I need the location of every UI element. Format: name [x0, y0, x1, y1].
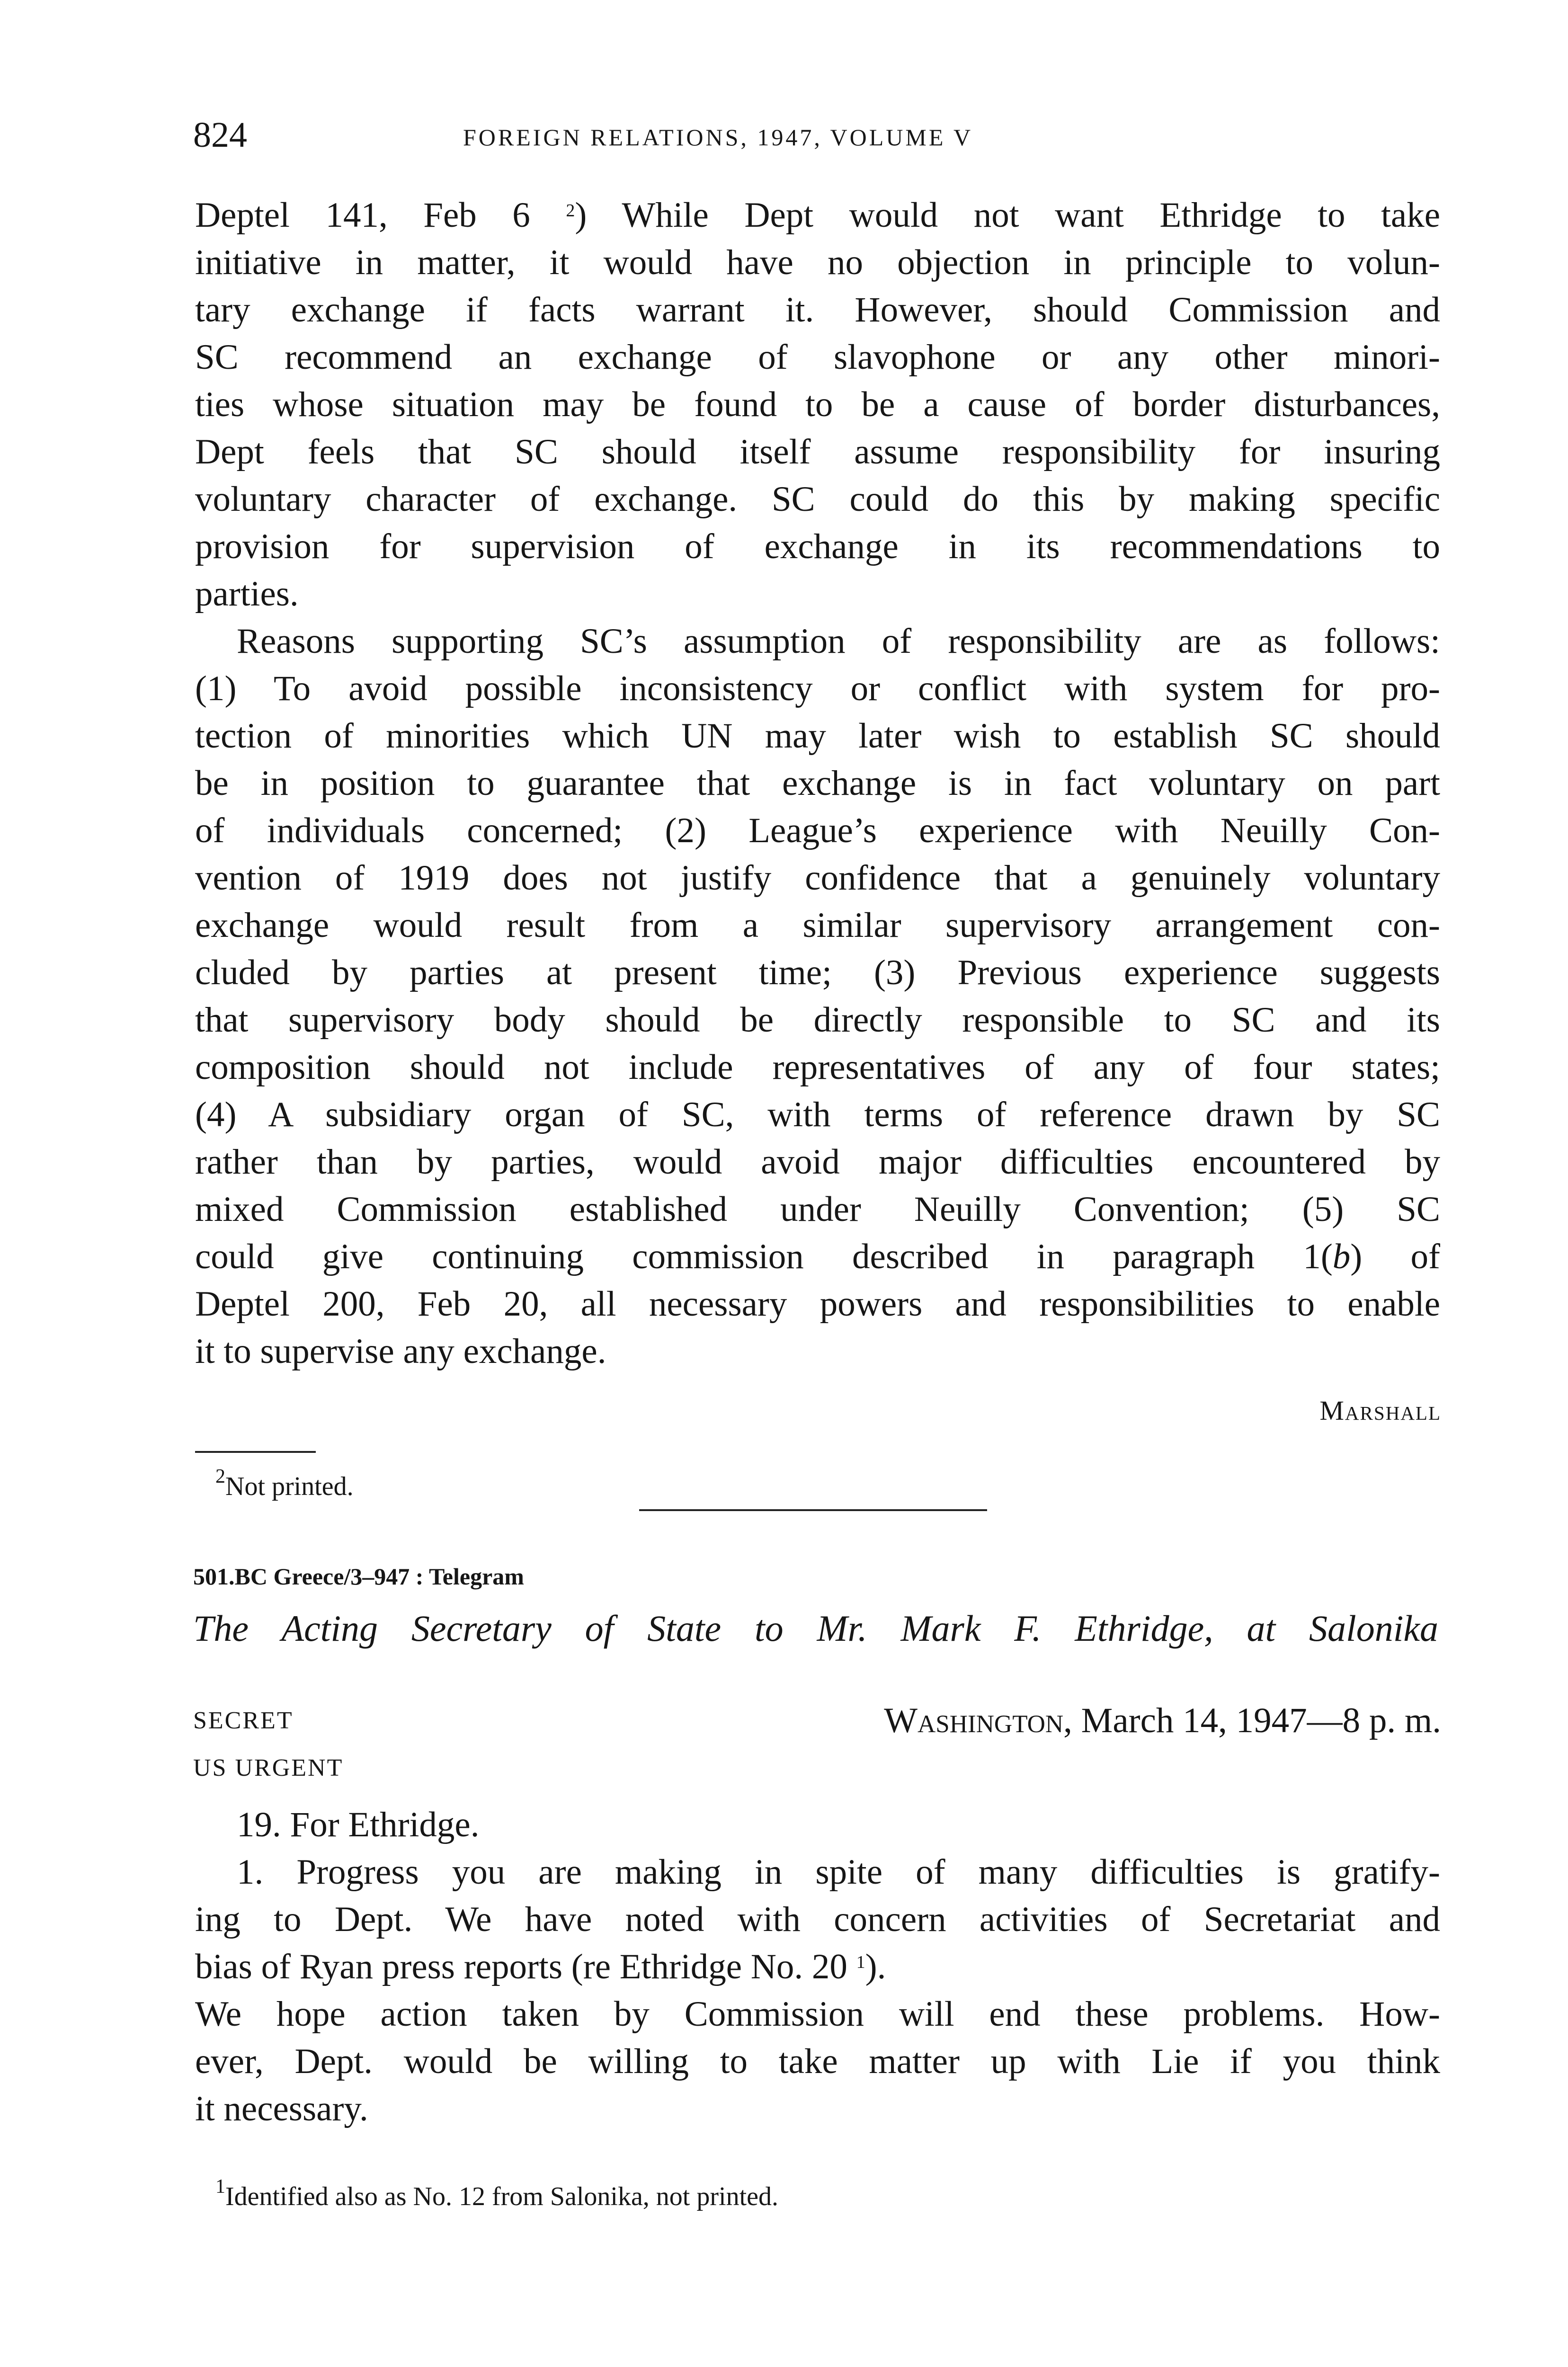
footnote — [215, 2178, 778, 2216]
footnote-ref: 2 — [566, 201, 575, 221]
running-head: FOREIGN RELATIONS, 1947, VOLUME V — [463, 124, 973, 151]
file-reference: 501.BC Greece/3–947 : Telegram — [193, 1563, 524, 1590]
line-start: Deptel 141, Feb 6 — [195, 196, 530, 235]
footnote-text: Not printed. — [225, 1472, 354, 1501]
text-line: ties whose situation may be found to be a cause of border disturbances, — [195, 385, 1440, 424]
text-line: ever, Dept. would be willing to take matter up with Lie if you think — [195, 2042, 1440, 2081]
text-line: voluntary character of exchange. SC could do this by making specific — [195, 480, 1440, 519]
text-line: mixed Commission established under Neuilly Convention; (5) SC — [195, 1190, 1440, 1229]
footnote-rule — [195, 1451, 316, 1453]
classification-urgent: US URGENT — [193, 1754, 344, 1781]
text-line — [195, 1943, 1440, 1991]
italic-letter: b — [1332, 1237, 1351, 1276]
section-divider — [639, 1509, 987, 1511]
text-line: Deptel 200, Feb 20, all necessary powers and responsibilities to enable — [195, 1284, 1440, 1324]
text-line: SC recommend an exchange of slavophone or any other minori- — [195, 338, 1440, 377]
footnote — [215, 1468, 354, 1505]
footnote-mark: 2 — [215, 1466, 225, 1487]
text-line — [195, 1233, 1440, 1281]
text-line: Dept feels that SC should itself assume responsibility for insuring — [195, 432, 1440, 472]
line-rest: ) of — [1350, 1237, 1440, 1276]
footnote-mark: 1 — [215, 2176, 225, 2198]
text-line: tection of minorities which UN may later wish to establish SC should — [195, 716, 1440, 756]
text-line — [195, 192, 1440, 239]
line-start: bias of Ryan press reports (re Ethridge No. 20 — [195, 1947, 847, 1986]
text-line: We hope action taken by Commission will end these problems. How- — [195, 1994, 1440, 2034]
text-line: of individuals concerned; (2) League’s experience with Neuilly Con- — [195, 811, 1440, 850]
text-line: cluded by parties at present time; (3) Previous experience suggests — [195, 953, 1440, 992]
dateline-date: , March 14, 1947—8 p. m. — [1063, 1701, 1441, 1740]
text-line: tary exchange if facts warrant it. However, should Commission and — [195, 290, 1440, 329]
text-line: initiative in matter, it would have no objection in principle to volun- — [195, 243, 1440, 282]
text-line: be in position to guarantee that exchange is in fact voluntary on part — [195, 764, 1440, 803]
text-line: (1) To avoid possible inconsistency or conflict with system for pro- — [195, 669, 1440, 708]
text-line: ing to Dept. We have noted with concern activities of Secretariat and — [195, 1900, 1440, 1939]
text-line: composition should not include representatives of any of four states; — [195, 1048, 1440, 1087]
text-line: rather than by parties, would avoid major difficulties encountered by — [195, 1142, 1440, 1182]
paragraph-start: 1. Progress you are making in spite of many difficulties is gratify- — [237, 1852, 1440, 1892]
text-line: (4) A subsidiary organ of SC, with terms of reference drawn by SC — [195, 1095, 1440, 1134]
text-line: that supervisory body should be directly responsible to SC and its — [195, 1000, 1440, 1040]
page-number: 824 — [193, 115, 247, 155]
text-line: parties. — [195, 574, 299, 614]
line-start: could give continuing commission described in paragraph 1( — [195, 1237, 1333, 1276]
text-line: it to supervise any exchange. — [195, 1332, 606, 1371]
line-rest: ) While Dept would not want Ethridge to take — [575, 196, 1441, 235]
classification-secret: SECRET — [193, 1707, 294, 1734]
document-heading: The Acting Secretary of State to Mr. Mark F. Ethridge, at Salonika — [193, 1608, 1438, 1649]
text-line: vention of 1919 does not justify confidence that a genuinely voluntary — [195, 858, 1440, 898]
line-rest: ). — [865, 1947, 886, 1986]
text-line: it necessary. — [195, 2089, 368, 2128]
text-line: provision for supervision of exchange in its recommendations to — [195, 527, 1440, 566]
dateline-place: Washington — [884, 1701, 1064, 1740]
text-line: exchange would result from a similar supervisory arrangement con- — [195, 906, 1440, 945]
telegram-number: 19. For Ethridge. — [237, 1805, 480, 1844]
paragraph-start: Reasons supporting SC’s assumption of responsibility are as follows: — [237, 622, 1440, 661]
page-header — [193, 111, 1443, 163]
footnote-text: Identified also as No. 12 from Salonika, not printed. — [225, 2182, 778, 2211]
footnote-ref: 1 — [856, 1952, 865, 1972]
signature: Marshall — [1319, 1395, 1441, 1426]
dateline — [884, 1697, 1441, 1744]
